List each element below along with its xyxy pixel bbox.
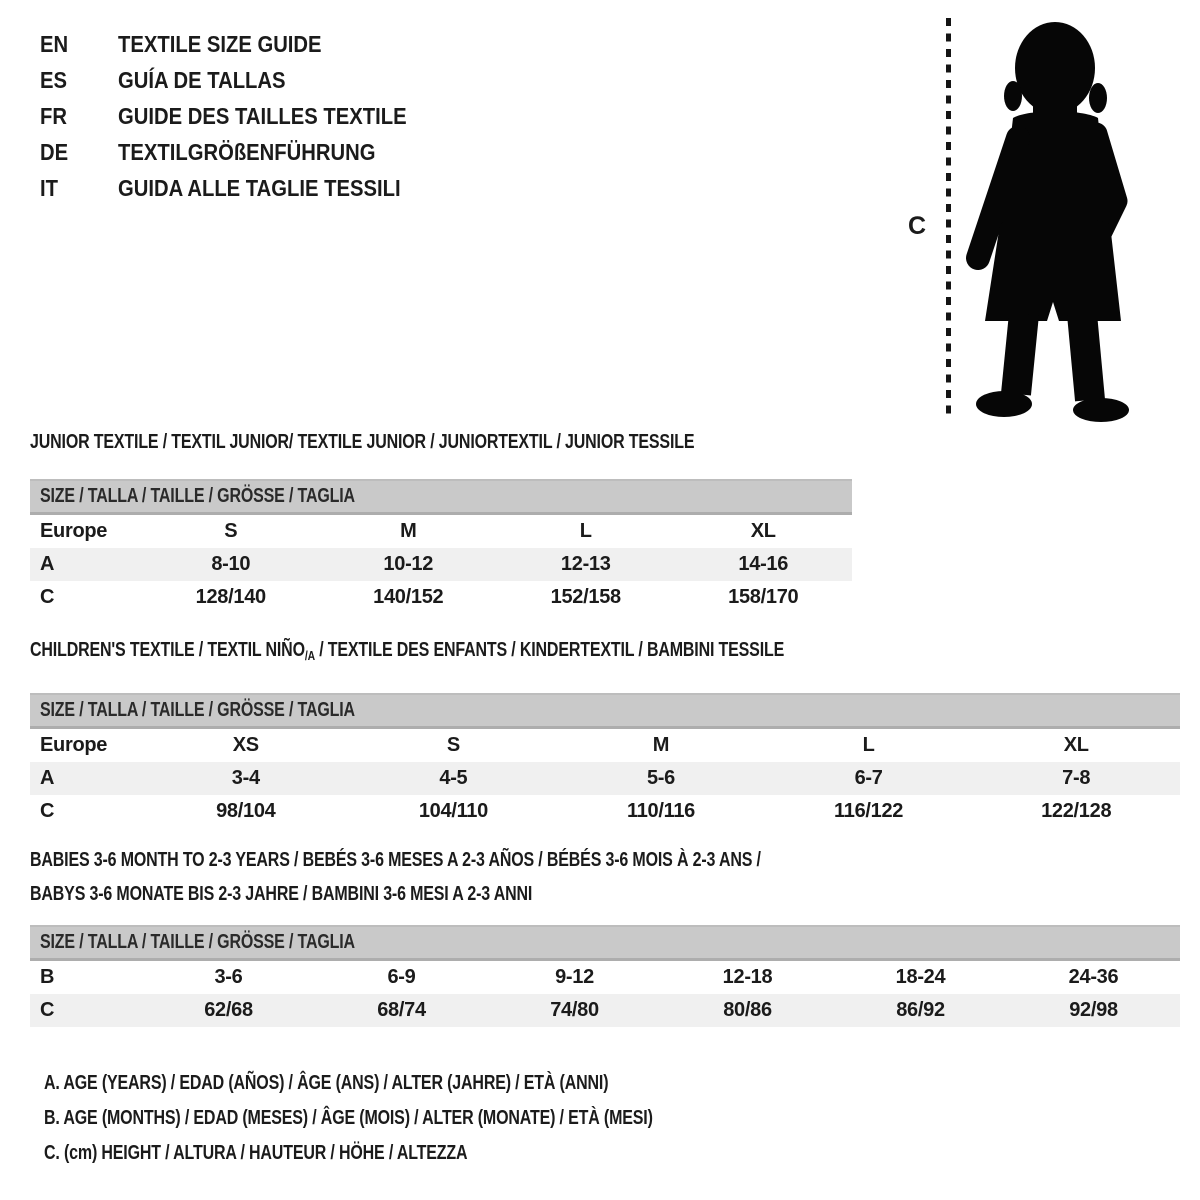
row-label: A xyxy=(40,553,55,575)
height-cell: 92/98 xyxy=(1069,999,1118,1021)
height-cell: 80/86 xyxy=(723,999,772,1021)
section-junior-textile xyxy=(30,430,852,614)
age-cell: 6-9 xyxy=(387,966,416,988)
language-row-de xyxy=(40,134,446,170)
language-title: TEXTILGRÖßENFÜHRUNG xyxy=(118,139,376,165)
size-cell: XL xyxy=(750,520,776,542)
row-label: C xyxy=(40,586,55,608)
age-cell: 8-10 xyxy=(211,553,251,575)
size-cell: L xyxy=(862,734,875,756)
age-cell: 10-12 xyxy=(383,553,434,575)
language-row-es xyxy=(40,62,446,98)
age-cell: 12-18 xyxy=(722,966,773,988)
language-code: ES xyxy=(40,67,68,93)
height-cell: 62/68 xyxy=(204,999,253,1021)
size-cell: S xyxy=(446,734,460,756)
age-cell: 24-36 xyxy=(1068,966,1119,988)
age-cell: 14-16 xyxy=(738,553,789,575)
size-cell: M xyxy=(652,734,670,756)
row-label: C xyxy=(40,999,55,1021)
age-cell: 4-5 xyxy=(439,767,468,789)
language-row-en xyxy=(40,26,446,62)
age-cell: 3-6 xyxy=(214,966,243,988)
height-cell: 128/140 xyxy=(195,586,266,608)
row-label: B xyxy=(40,966,55,988)
language-title: GUIDE DES TAILLES TEXTILE xyxy=(118,103,407,129)
height-cell: 116/122 xyxy=(834,800,904,822)
table-row-europe xyxy=(30,729,1180,762)
language-code: EN xyxy=(40,31,69,57)
row-label: Europe xyxy=(40,734,108,756)
table-row-height-cm xyxy=(30,581,852,614)
section-title-junior: JUNIOR TEXTILE / TEXTIL JUNIOR/ TEXTILE JUNIOR / JUNIORTEXTIL / JUNIOR TESSILE xyxy=(30,431,695,453)
age-cell: 5-6 xyxy=(646,767,675,789)
size-cell: L xyxy=(579,520,592,542)
height-cell: 104/110 xyxy=(418,800,488,822)
height-cell: 152/158 xyxy=(550,586,621,608)
height-cell: 98/104 xyxy=(216,800,276,822)
size-cell: XL xyxy=(1063,734,1089,756)
table-row-age-years xyxy=(30,762,1180,795)
section-children-textile xyxy=(30,638,1180,828)
height-cell: 158/170 xyxy=(728,586,799,608)
table-row-age-years xyxy=(30,548,852,581)
children-size-table xyxy=(30,729,1180,828)
language-code: DE xyxy=(40,139,69,165)
section-babies-textile xyxy=(30,843,1180,1027)
legend-line-b: B. AGE (MONTHS) / EDAD (MESES) / ÂGE (MOIS) / ALTER (MONATE) / ETÀ (MESI) xyxy=(44,1107,653,1129)
junior-size-table xyxy=(30,515,852,614)
language-title: GUIDA ALLE TAGLIE TESSILI xyxy=(118,175,401,201)
height-cell: 74/80 xyxy=(550,999,599,1021)
table-row-age-months xyxy=(30,961,1180,994)
language-header xyxy=(40,26,446,206)
table-row-europe xyxy=(30,515,852,548)
baby-height-figure xyxy=(900,10,1160,430)
size-header-bar: SIZE / TALLA / TAILLE / GRÖSSE / TAGLIA xyxy=(30,479,852,515)
language-row-it xyxy=(40,170,446,206)
row-label: C xyxy=(40,800,55,822)
table-row-height-cm xyxy=(30,994,1180,1027)
age-cell: 3-4 xyxy=(231,767,260,789)
height-cell: 140/152 xyxy=(373,586,444,608)
row-label: Europe xyxy=(40,520,108,542)
size-header-bar: SIZE / TALLA / TAILLE / GRÖSSE / TAGLIA xyxy=(30,925,1180,961)
legend-line-c: C. (cm) HEIGHT / ALTURA / HAUTEUR / HÖHE / ALTEZZA xyxy=(44,1142,468,1164)
height-measure-label: C xyxy=(908,212,927,240)
height-cell: 86/92 xyxy=(896,999,945,1021)
row-label: A xyxy=(40,767,55,789)
language-code: IT xyxy=(40,175,58,201)
language-title: GUÍA DE TALLAS xyxy=(118,67,286,93)
height-measure-dashed-line xyxy=(946,18,951,420)
language-title: TEXTILE SIZE GUIDE xyxy=(118,31,322,57)
babies-size-table xyxy=(30,961,1180,1027)
legend-line-a: A. AGE (YEARS) / EDAD (AÑOS) / ÂGE (ANS) / ALTER (JAHRE) / ETÀ (ANNI) xyxy=(44,1072,609,1094)
section-title-children: CHILDREN'S TEXTILE / TEXTIL $NIÑO_{/A}$ / TEXTILE DES ENFANTS / KINDERTEXTIL / BAMBINI TESSILE xyxy=(30,639,785,663)
height-cell: 110/116 xyxy=(626,800,695,822)
age-cell: 18-24 xyxy=(895,966,946,988)
section-title-babies: BABIES 3-6 MONTH TO 2-3 YEARS / BEBÉS 3-6 MESES A 2-3 AÑOS / BÉBÉS 3-6 MOIS À 2-3 ANS / BABYS 3-6 MONATE BIS 2-3 JAHRE / BAMBINI 3-6 MESI A 2-3 ANNI xyxy=(30,849,761,905)
size-cell: M xyxy=(400,520,417,542)
legend xyxy=(44,1066,805,1171)
language-row-fr xyxy=(40,98,446,134)
size-cell: S xyxy=(224,520,238,542)
nino-a-subscript: /A xyxy=(304,648,315,663)
size-header-bar: SIZE / TALLA / TAILLE / GRÖSSE / TAGLIA xyxy=(30,693,1180,729)
age-cell: 7-8 xyxy=(1062,767,1091,789)
table-row-height-cm xyxy=(30,795,1180,828)
height-cell: 68/74 xyxy=(377,999,426,1021)
baby-silhouette-icon xyxy=(958,16,1140,422)
size-cell: XS xyxy=(232,734,259,756)
height-cell: 122/128 xyxy=(1041,800,1112,822)
language-code: FR xyxy=(40,103,67,129)
age-cell: 9-12 xyxy=(555,966,594,988)
age-cell: 6-7 xyxy=(854,767,883,789)
age-cell: 12-13 xyxy=(560,553,611,575)
